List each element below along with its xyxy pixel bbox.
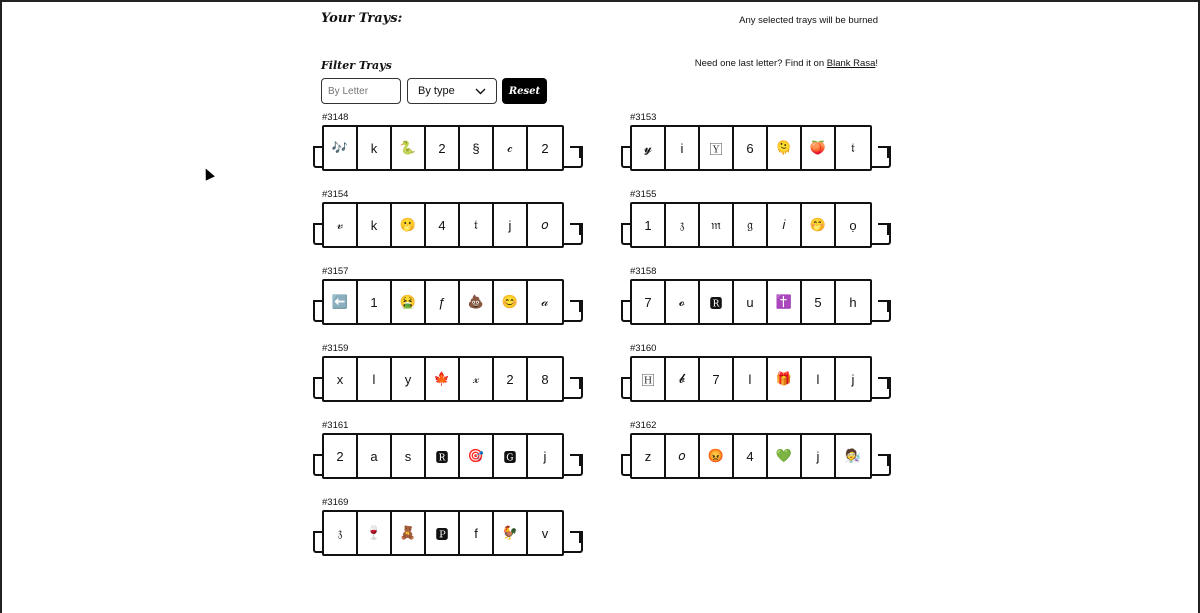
tray-cell[interactable]: 🤭 [802, 204, 836, 246]
tray-cell[interactable]: 🫠 [768, 127, 802, 169]
tray-cell[interactable]: 🤮 [392, 281, 426, 323]
last-letter-suffix: ! [875, 58, 878, 69]
tray-cell[interactable]: 1 [632, 204, 666, 246]
tray-id-label: #3148 [322, 112, 349, 123]
tray-cell[interactable]: v [541, 525, 549, 541]
tray-cells [322, 510, 564, 556]
last-letter-notice [695, 58, 878, 69]
tray-3159[interactable] [322, 343, 592, 411]
tray-tab-right [570, 454, 581, 466]
tray-cell[interactable]: 2 [324, 435, 358, 477]
tray-cell[interactable]: ✝️ [768, 281, 802, 323]
tray-cell[interactable]: k [358, 204, 392, 246]
tray-cell[interactable]: 🫢 [392, 204, 426, 246]
tray-id-label: #3160 [630, 343, 657, 354]
tray-cell[interactable]: l [358, 358, 392, 400]
tray-cell[interactable]: 💩 [460, 281, 494, 323]
tray-cell[interactable]: 𝔤 [734, 204, 768, 246]
tray-cell[interactable]: 𝔂 [632, 127, 666, 169]
tray-cell[interactable]: 𝑜 [541, 217, 549, 232]
tray-cell[interactable]: i [666, 127, 700, 169]
tray-cell[interactable]: 🎁 [768, 358, 802, 400]
tray-cell[interactable]: 𝓫 [666, 358, 700, 400]
blank-rasa-link[interactable]: Blank Rasa [826, 58, 876, 69]
tray-cell[interactable]: 2 [494, 358, 528, 400]
tray-3155[interactable] [630, 189, 900, 257]
tray-3154[interactable] [322, 189, 592, 257]
tray-cells [630, 125, 872, 171]
tray-cell[interactable]: f [460, 512, 494, 554]
tray-cell[interactable]: 𝒶 [541, 294, 549, 309]
tray-cells [630, 202, 872, 248]
tray-cell[interactable]: 🅶 [494, 435, 528, 477]
tray-3148[interactable] [322, 112, 592, 180]
tray-cells [630, 279, 872, 325]
tray-cell[interactable]: 😊 [494, 281, 528, 323]
tray-tab-right [570, 531, 581, 543]
tray-cell[interactable]: u [734, 281, 768, 323]
tray-cell[interactable]: 🆁 [426, 435, 460, 477]
tray-cell[interactable]: 🐍 [392, 127, 426, 169]
tray-cell[interactable]: 7 [700, 358, 734, 400]
tray-cells [322, 433, 564, 479]
tray-cell[interactable]: 𝔱 [460, 204, 494, 246]
tray-cells [322, 279, 564, 325]
chevron-down-icon [475, 88, 486, 95]
tray-cell[interactable]: 𝓸 [666, 281, 700, 323]
tray-cell[interactable]: j [543, 448, 547, 464]
tray-cell[interactable]: 𝑖 [768, 204, 802, 246]
tray-id-label: #3157 [322, 266, 349, 277]
tray-cell[interactable]: 2 [426, 127, 460, 169]
tray-cell[interactable]: § [460, 127, 494, 169]
tray-3161[interactable] [322, 420, 592, 488]
tray-3157[interactable] [322, 266, 592, 334]
tray-cell[interactable]: ⬅️ [324, 281, 358, 323]
tray-id-label: #3153 [630, 112, 657, 123]
tray-cell[interactable]: 🧸 [392, 512, 426, 554]
tray-cell[interactable]: 5 [802, 281, 836, 323]
tray-cell[interactable]: 𝔱 [851, 140, 855, 155]
tray-cell[interactable]: 2 [541, 140, 549, 156]
tray-cell[interactable]: j [802, 435, 836, 477]
letter-filter-input[interactable] [321, 78, 401, 104]
tray-cell[interactable]: 🅈 [700, 127, 734, 169]
tray-cell[interactable]: 😡 [700, 435, 734, 477]
tray-cell[interactable]: 𝓍 [460, 358, 494, 400]
window-top-border [0, 0, 1200, 2]
tray-cells [322, 356, 564, 402]
tray-cell[interactable]: 🎯 [460, 435, 494, 477]
tray-cell[interactable]: 🆁 [700, 281, 734, 323]
tray-3153[interactable] [630, 112, 900, 180]
tray-cell[interactable]: y [392, 358, 426, 400]
tray-cell[interactable]: l [734, 358, 768, 400]
tray-cell[interactable]: 𝒸 [494, 127, 528, 169]
tray-cell[interactable]: 1 [358, 281, 392, 323]
tray-tab-right [570, 377, 581, 389]
tray-cell[interactable]: 🄷 [632, 358, 666, 400]
tray-cell[interactable]: ƒ [426, 281, 460, 323]
tray-3169[interactable] [322, 497, 592, 565]
tray-cell[interactable]: 💚 [768, 435, 802, 477]
tray-cell[interactable]: 𝔷 [324, 512, 358, 554]
tray-cell[interactable]: 8 [541, 371, 549, 387]
tray-id-label: #3158 [630, 266, 657, 277]
tray-id-label: #3161 [322, 420, 349, 431]
tray-id-label: #3154 [322, 189, 349, 200]
tray-id-label: #3169 [322, 497, 349, 508]
tray-cell[interactable]: a [358, 435, 392, 477]
tray-cell[interactable]: 𝔪 [700, 204, 734, 246]
tray-tab-right [878, 454, 889, 466]
type-filter-select[interactable] [407, 78, 497, 104]
tray-cell[interactable]: 🐓 [494, 512, 528, 554]
tray-cell[interactable]: 𝔷 [666, 204, 700, 246]
tray-tab-right [570, 146, 581, 158]
tray-id-label: #3159 [322, 343, 349, 354]
tray-cells [630, 356, 872, 402]
tray-3160[interactable] [630, 343, 900, 411]
tray-tab-right [878, 300, 889, 312]
tray-cell[interactable]: 4 [734, 435, 768, 477]
tray-cell[interactable]: h [849, 294, 857, 310]
tray-id-label: #3155 [630, 189, 657, 200]
tray-cell[interactable]: 𝓋 [324, 204, 358, 246]
burn-notice: Any selected trays will be burned [739, 15, 878, 26]
type-filter-value: By type [418, 85, 455, 97]
tray-cell[interactable]: k [358, 127, 392, 169]
mouse-cursor-icon [201, 166, 215, 180]
tray-cells [322, 202, 564, 248]
tray-cell[interactable]: 6 [734, 127, 768, 169]
tray-cell[interactable]: x [324, 358, 358, 400]
tray-cell[interactable]: 🎶 [324, 127, 358, 169]
tray-cell[interactable]: 🍑 [802, 127, 836, 169]
tray-cell[interactable]: 🍁 [426, 358, 460, 400]
tray-cell[interactable]: ọ [849, 217, 857, 233]
tray-cell[interactable]: 7 [632, 281, 666, 323]
tray-cell[interactable]: s [392, 435, 426, 477]
tray-cell[interactable]: j [851, 371, 855, 387]
tray-cell[interactable]: 4 [426, 204, 460, 246]
tray-tab-right [878, 377, 889, 389]
tray-cell[interactable]: z [632, 435, 666, 477]
tray-cell[interactable]: 🧑‍🔬 [844, 448, 862, 463]
page-title: Your Trays: [321, 11, 403, 26]
tray-cells [322, 125, 564, 171]
tray-id-label: #3162 [630, 420, 657, 431]
tray-3158[interactable] [630, 266, 900, 334]
reset-button[interactable]: Reset [502, 78, 547, 104]
tray-cell[interactable]: 🍷 [358, 512, 392, 554]
last-letter-text: Need one last letter? Find it on [694, 58, 827, 69]
tray-cells [630, 433, 872, 479]
tray-cell[interactable]: j [494, 204, 528, 246]
tray-cell[interactable]: l [802, 358, 836, 400]
tray-tab-right [570, 223, 581, 235]
tray-tab-right [878, 223, 889, 235]
filter-title: Filter Trays [321, 59, 392, 72]
tray-cell[interactable]: 🅿 [426, 512, 460, 554]
tray-tab-right [570, 300, 581, 312]
window-left-border [0, 0, 2, 613]
tray-tab-right [878, 146, 889, 158]
tray-3162[interactable] [630, 420, 900, 488]
tray-cell[interactable]: 𝑜 [666, 435, 700, 477]
